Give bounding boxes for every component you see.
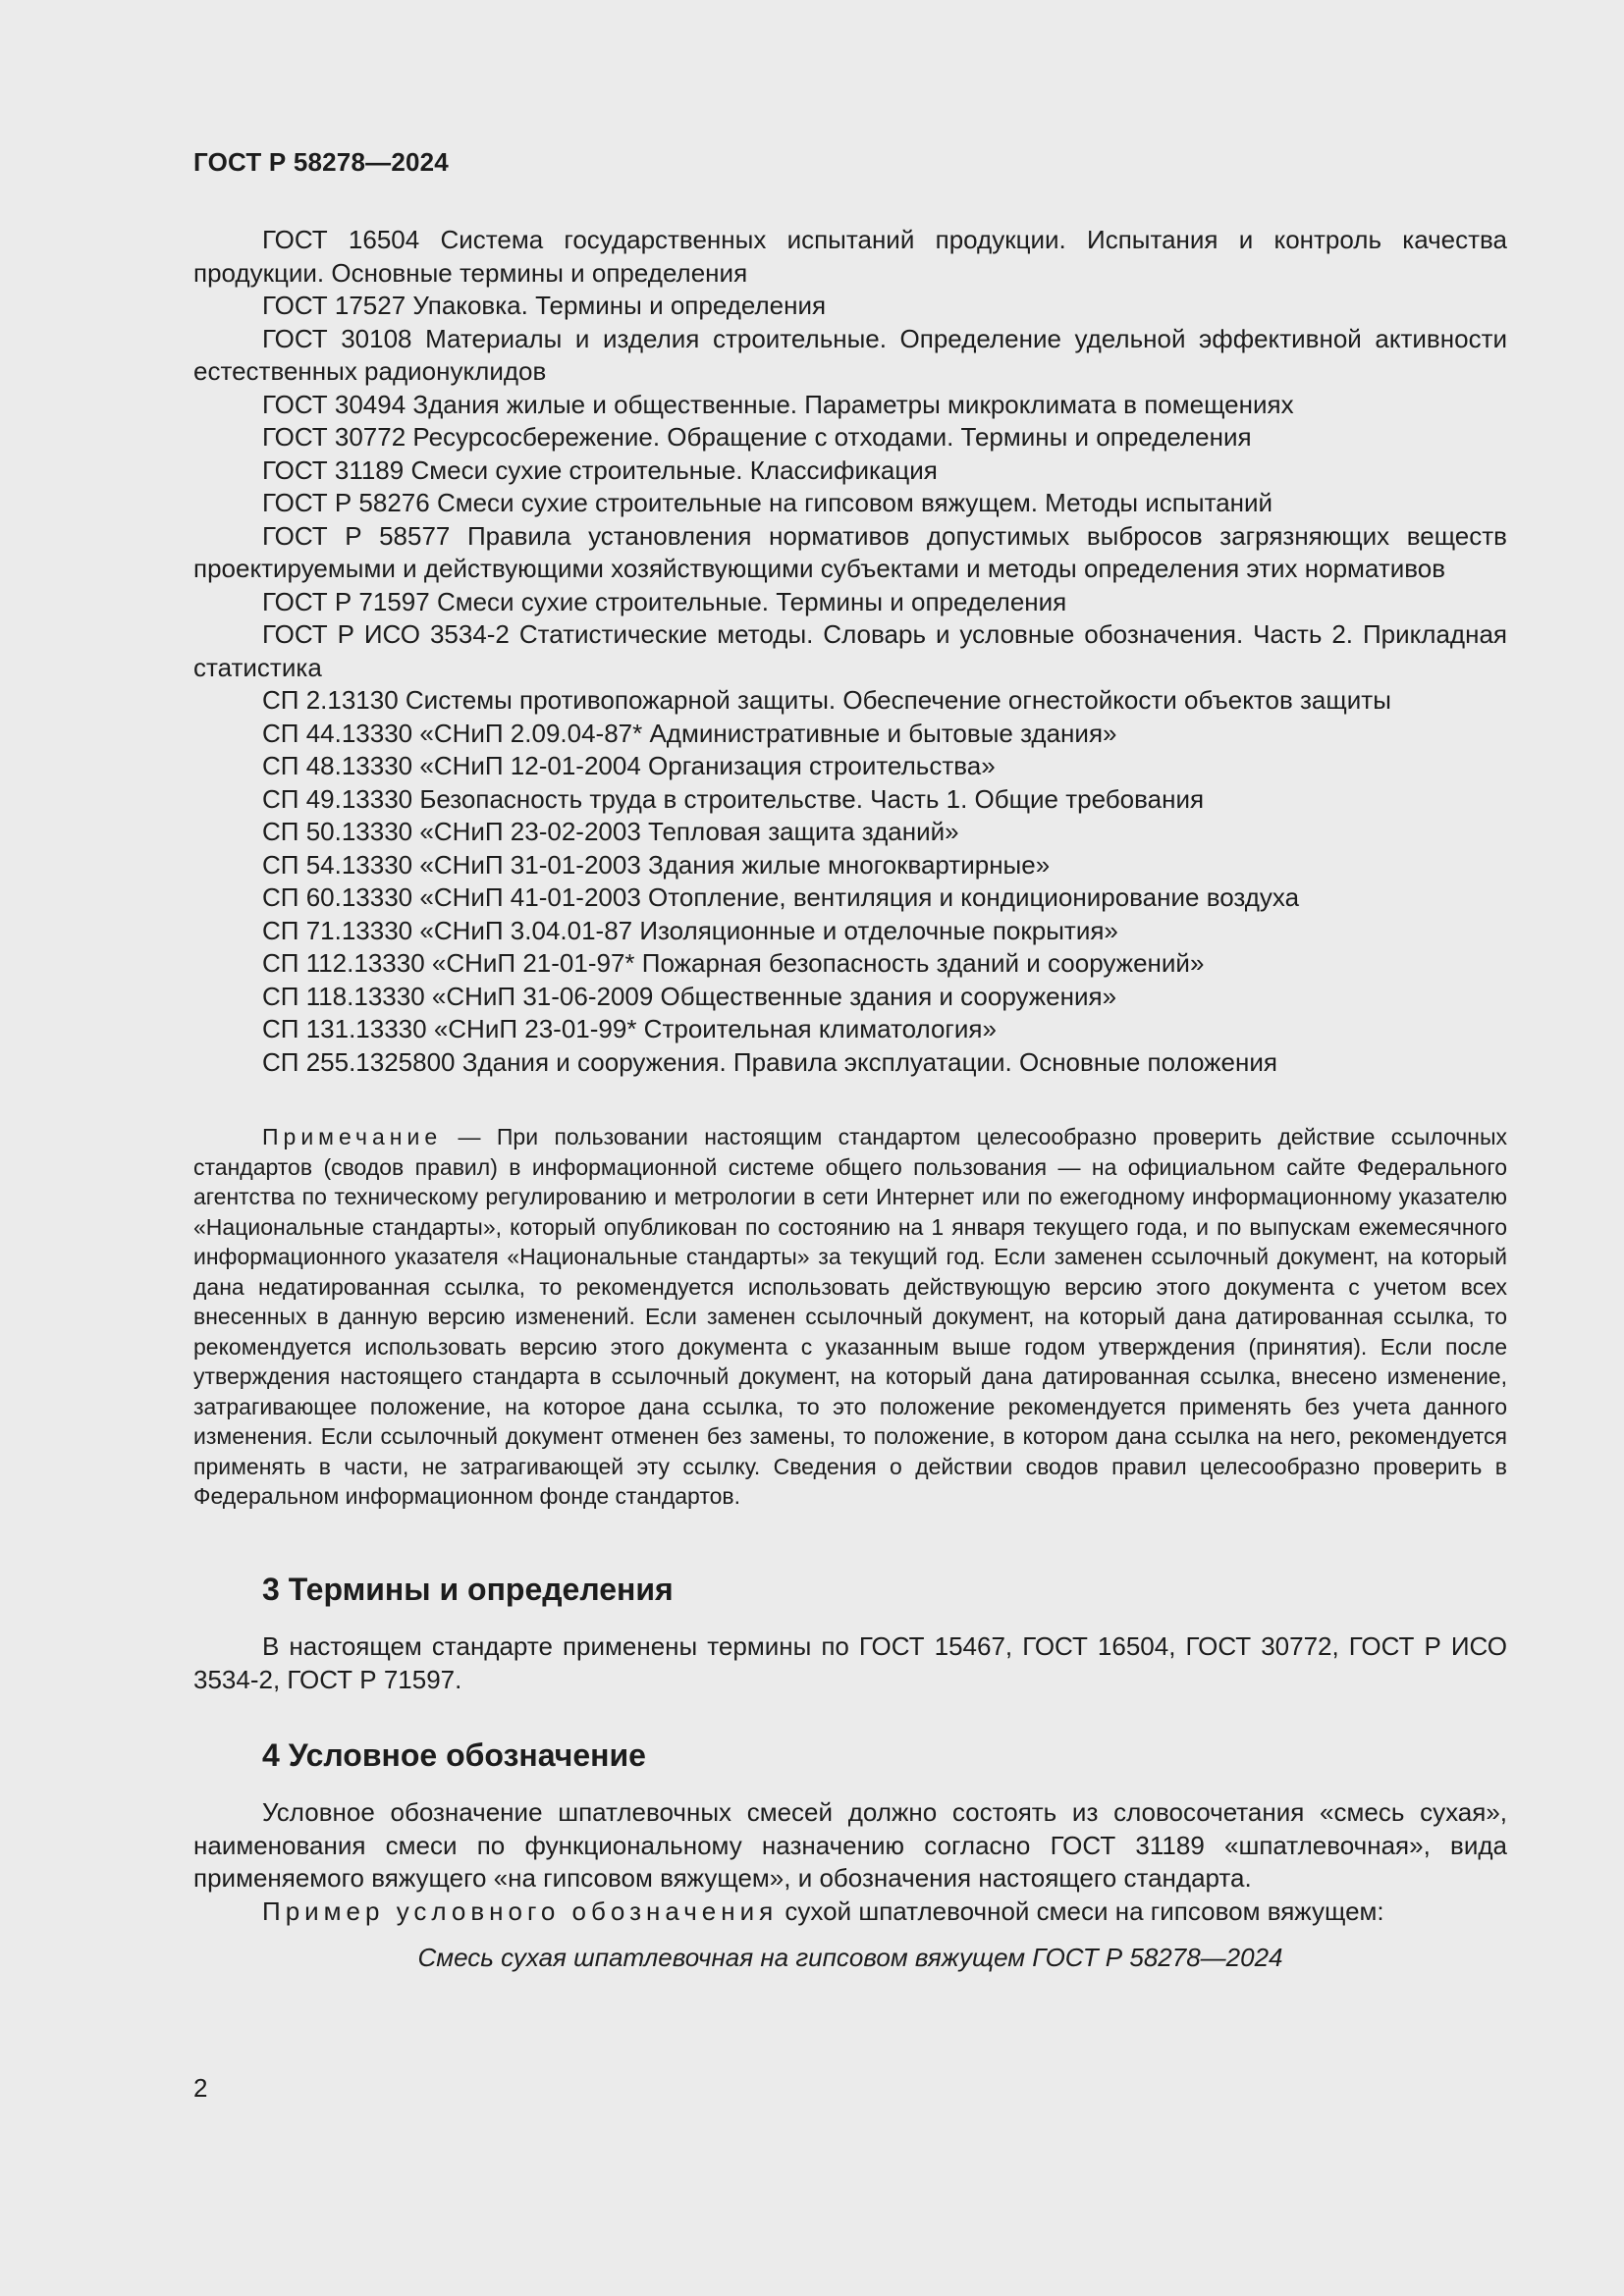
note-label: Примечание [262,1124,443,1149]
references-list [193,224,1507,1079]
reference-item: ГОСТ 17527 Упаковка. Термины и определения [262,291,827,320]
reference-item: ГОСТ 16504 Система государственных испытаний продукции. Испытания и контроль качества продукции. Основные термины и определения [193,225,1507,288]
reference-item: ГОСТ 31189 Смеси сухие строительные. Классификация [262,454,938,485]
reference-item: ГОСТ 30108 Материалы и изделия строительные. Определение удельной эффективной активности естественных радионуклидов [193,323,1507,386]
section-4-body [193,1796,1507,1928]
reference-item: СП 2.13130 Системы противопожарной защиты. Обеспечение огнестойкости объектов защиты [262,685,1391,715]
reference-item: СП 50.13330 «СНиП 23-02-2003 Тепловая защита зданий» [262,817,959,846]
note-paragraph [193,1122,1507,1512]
reference-item: СП 49.13330 Безопасность труда в строительстве. Часть 1. Общие требования [262,783,1205,814]
reference-item: ГОСТ Р 58577 Правила установления нормативов допустимых выбросов загрязняющих веществ проектируемыми и действующими хозяйствующими субъектами и методы определения этих нормативов [193,520,1507,583]
reference-item: ГОСТ 30494 Здания жилые и общественные. Параметры микроклимата в помещениях [262,389,1294,419]
note-text: — При пользовании настоящим стандартом целесообразно проверить действие ссылочных стандартов (сводов правил) в информационной системе общего пользования — на официальном сайте Федерального агентства по техническому регулированию и метрологии в сети Интернет или по ежегодному информационному указателю «Национальные стандарты», который опубликован по состоянию на 1 января текущего года, и по выпускам ежемесячного информационного указателя «Национальные стандарты» за текущий год. Если заменен ссылочный документ, на который дана недатированная ссылка, то рекомендуется использовать действующую версию этого документа с учетом всех внесенных в данную версию изменений. Если заменен ссылочный документ, на который дана датированная ссылка, то рекомендуется использовать версию этого документа с указанным выше годом утверждения (принятия). Если после утверждения настоящего стандарта в ссылочный документ, на который дана датированная ссылка, внесено изменение, затрагивающее положение, на которое дана ссылка, то это положение рекомендуется применять без учета данного изменения. Если ссылочный документ отменен без замены, то положение, в котором дана ссылка на него, рекомендуется применять в части, не затрагивающей эту ссылку. Сведения о действии сводов правил целесообразно проверить в Федеральном информационном фонде стандартов. [193,1124,1507,1509]
example-line [193,1896,1507,1929]
reference-item: ГОСТ Р 71597 Смеси сухие строительные. Термины и определения [262,586,1067,616]
reference-item: СП 131.13330 «СНиП 23-01-99* Строительная климатология» [262,1014,997,1043]
reference-item: СП 54.13330 «СНиП 31-01-2003 Здания жилые многоквартирные» [262,849,1051,880]
reference-item: СП 48.13330 «СНиП 12-01-2004 Организация строительства» [262,751,996,780]
section-4-title: 4 Условное обозначение [262,1737,646,1773]
reference-item: СП 255.1325800 Здания и сооружения. Правила эксплуатации. Основные положения [262,1046,1277,1077]
reference-item: ГОСТ Р ИСО 3534-2 Статистические методы. Словарь и условные обозначения. Часть 2. Прикладная статистика [193,619,1507,682]
page-header: ГОСТ Р 58278—2024 [193,147,449,177]
reference-item: СП 112.13330 «СНиП 21-01-97* Пожарная безопасность зданий и сооружений» [262,948,1205,978]
example-label: Пример условного обозначения [262,1896,779,1926]
reference-item: СП 60.13330 «СНиП 41-01-2003 Отопление, вентиляция и кондиционирование воздуха [262,882,1300,912]
section-3-body [193,1630,1507,1696]
example-text: сухой шпатлевочной смеси на гипсовом вяжущем: [778,1896,1384,1926]
example-designation: Смесь сухая шпатлевочная на гипсовом вяжущем ГОСТ Р 58278—2024 [417,1943,1283,1972]
reference-item: СП 118.13330 «СНиП 31-06-2009 Общественные здания и сооружения» [262,981,1117,1011]
page-number: 2 [193,2073,208,2103]
reference-item: ГОСТ 30772 Ресурсосбережение. Обращение с отходами. Термины и определения [262,422,1252,452]
reference-item: ГОСТ Р 58276 Смеси сухие строительные на гипсовом вяжущем. Методы испытаний [262,488,1273,517]
section-3-text: В настоящем стандарте применены термины по ГОСТ 15467, ГОСТ 16504, ГОСТ 30772, ГОСТ Р ИСО 3534-2, ГОСТ Р 71597. [193,1631,1507,1694]
reference-item: СП 44.13330 «СНиП 2.09.04-87* Административные и бытовые здания» [262,718,1117,748]
section-4-text: Условное обозначение шпатлевочных смесей должно состоять из словосочетания «смесь сухая», наименования смеси по функциональному назначению согласно ГОСТ 31189 «шпатлевочная», вида применяемого вяжущего «на гипсовом вяжущем», и обозначения настоящего стандарта. [193,1797,1507,1893]
section-3-title: 3 Термины и определения [262,1572,674,1607]
reference-item: СП 71.13330 «СНиП 3.04.01-87 Изоляционные и отделочные покрытия» [262,915,1118,945]
